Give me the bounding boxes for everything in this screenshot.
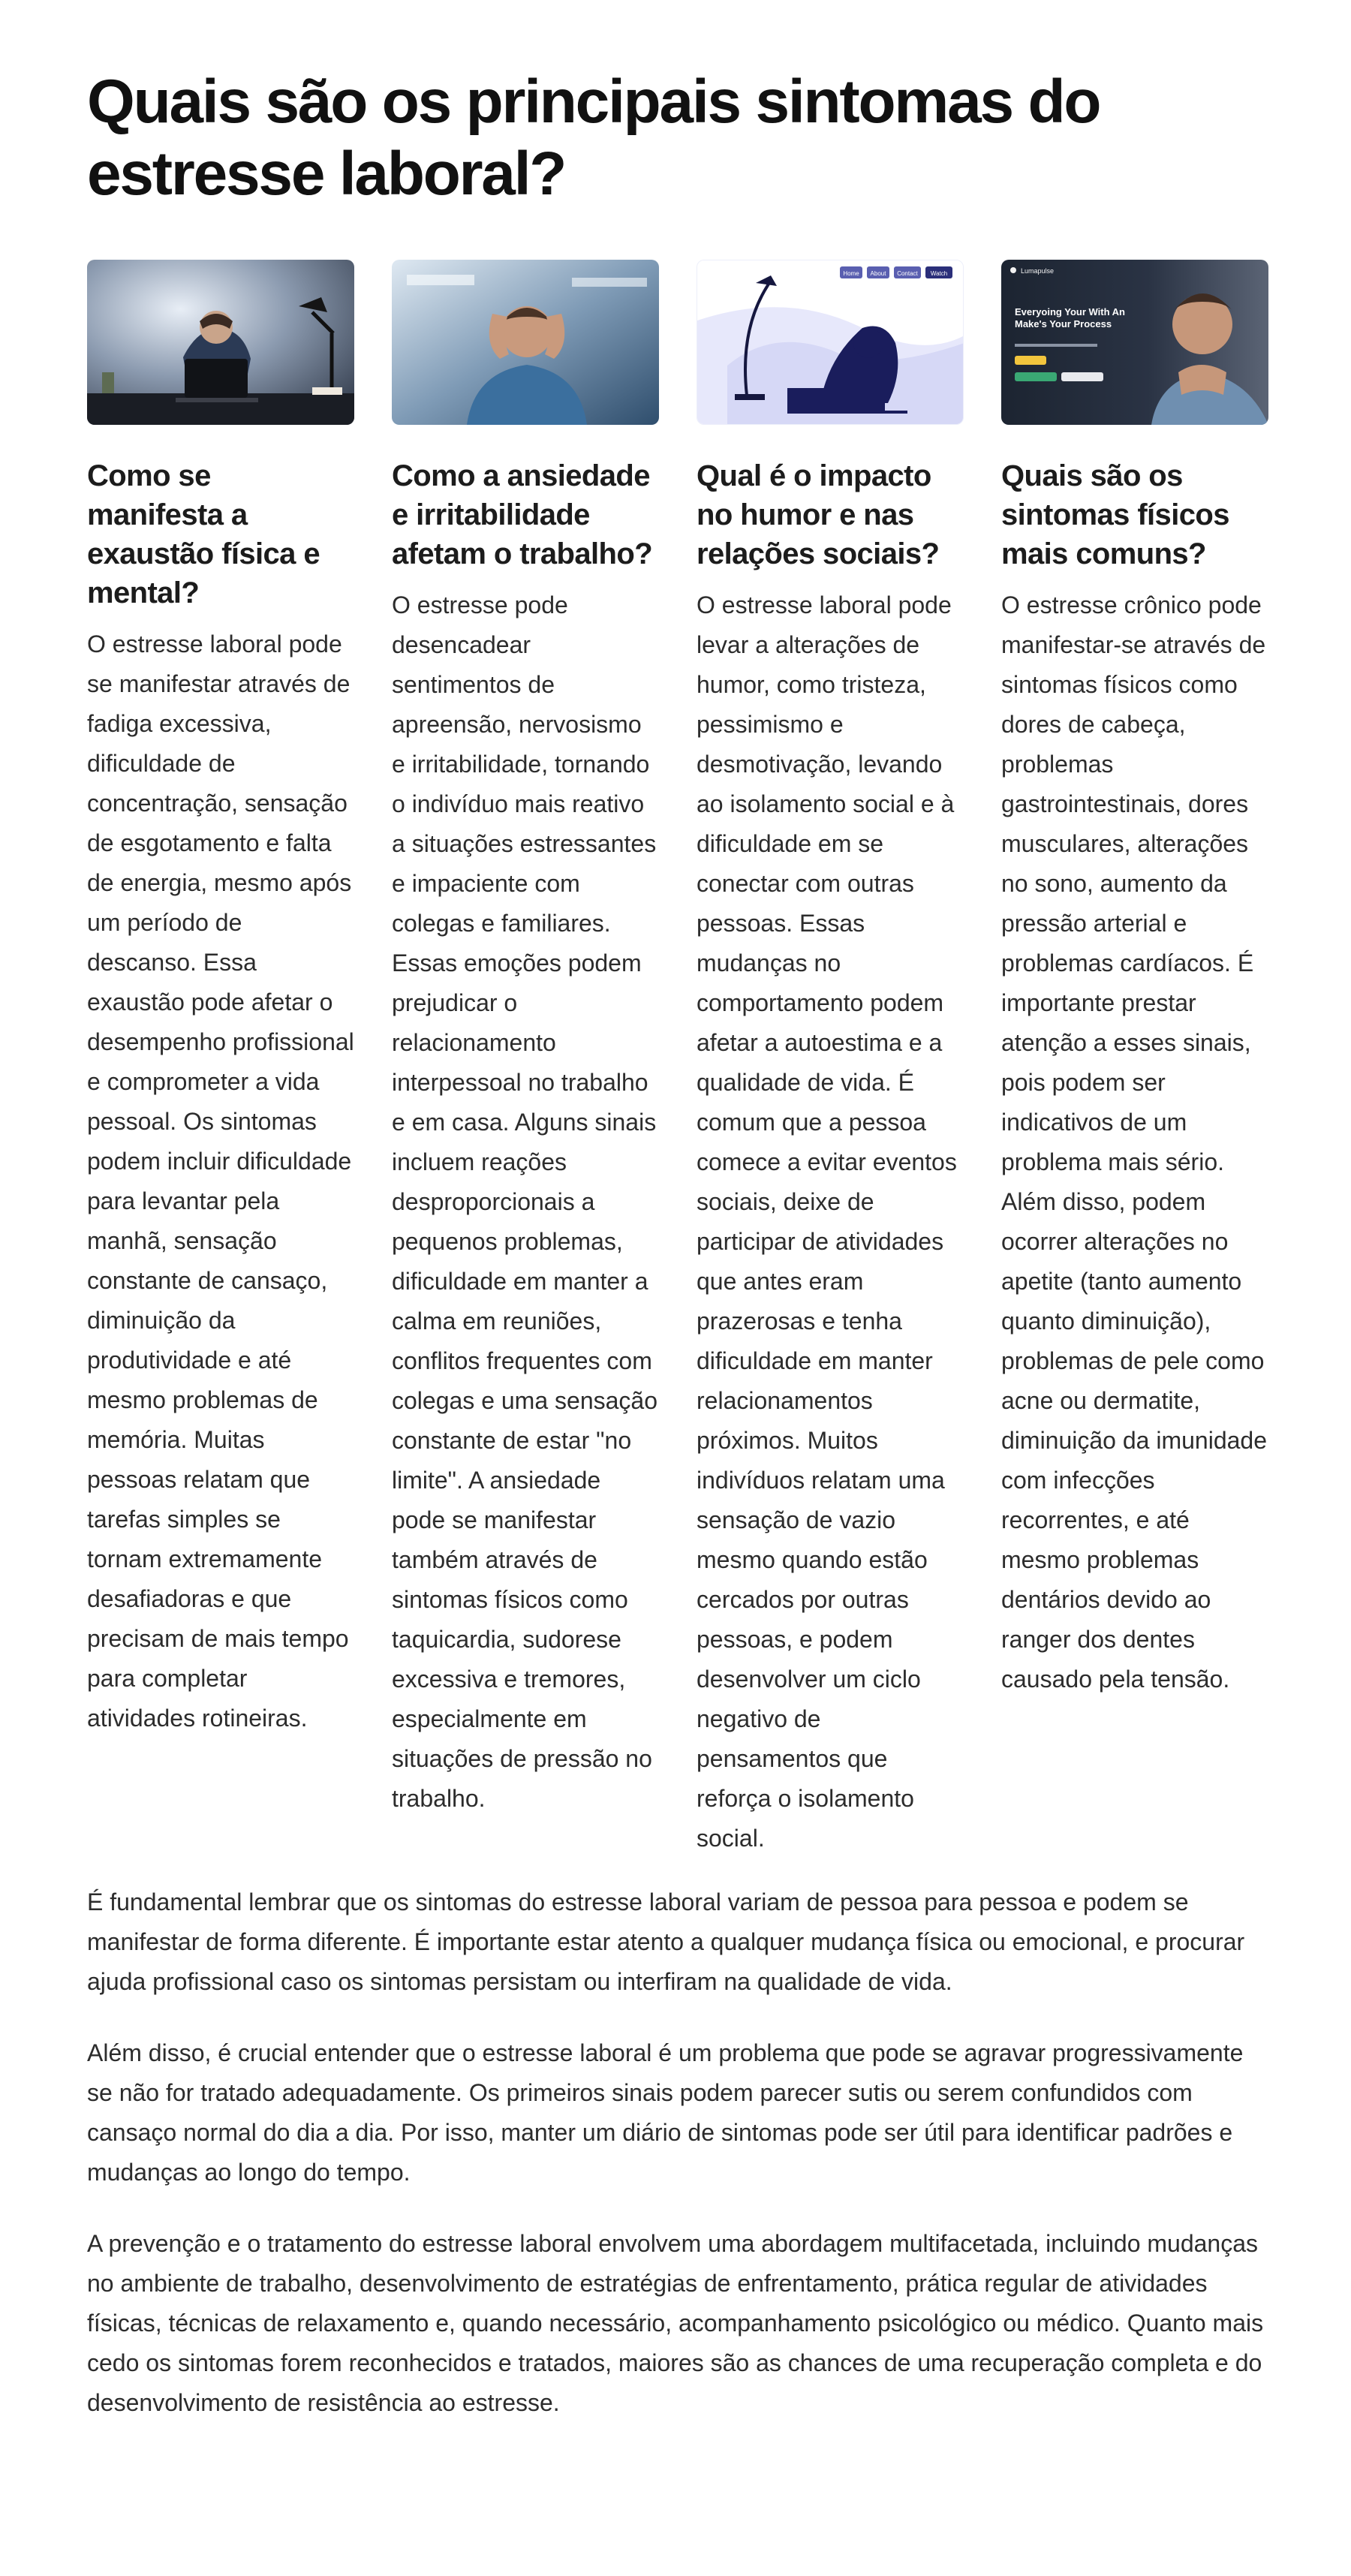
closing-paragraph: Além disso, é crucial entender que o estresse laboral é um problema que pode se agravar progressivamente se não for tratado adequadamente. Os primeiros sinais podem parecer sutis ou serem confundidos com cansaço normal do dia a dia. Por isso, manter um diário de sintomas pode ser útil para identificar padrões e mudanças ao longo do tempo.	[87, 2039, 1244, 2186]
exhaustion-image	[87, 260, 354, 425]
banner-cta-green[interactable]	[1015, 372, 1057, 381]
nav-contact[interactable]: Contact	[897, 270, 918, 277]
nav-watch[interactable]: Watch	[930, 270, 948, 277]
exhaustion-heading: Como se manifesta a exaustão física e mental?	[87, 459, 320, 609]
banner-brand: Lumapulse	[1021, 267, 1055, 275]
closing-paragraphs	[87, 1882, 1269, 2423]
symptom-card-anxiety	[392, 260, 659, 1858]
physical-heading: Quais são os sintomas físicos mais comuns?	[1001, 459, 1229, 570]
article	[87, 66, 1269, 2423]
banner-cta-light[interactable]	[1061, 372, 1103, 381]
banner-headline: Everyoing Your With An Make's Your Process	[1015, 306, 1125, 330]
mood-nav	[840, 266, 952, 278]
symptom-columns	[87, 260, 1269, 1858]
anxiety-heading: Como a ansiedade e irritabilidade afetam o trabalho?	[392, 459, 653, 570]
anxiety-text: O estresse pode desencadear sentimentos de apreensão, nervosismo e irritabilidade, tornando o indivíduo mais reativo a situações estressantes e impaciente com colegas e familiares. Essas emoções podem prejudicar o relacionamento interpessoal no trabalho e em casa. Alguns sinais incluem reações desproporcionais a pequenos problemas, dificuldade em manter a calma em reuniões, conflitos frequentes com colegas e uma sensação constante de estar "no limite". A ansiedade pode se manifestar também através de sintomas físicos como taquicardia, sudorese excessiva e tremores, especialmente em situações de pressão no trabalho.	[392, 591, 657, 1812]
mood-text: O estresse laboral pode levar a alterações de humor, como tristeza, pessimismo e desmotivação, levando ao isolamento social e à dificuldade em se conectar com outras pessoas. Essas mudanças no comportamento podem afetar a autoestima e a qualidade de vida. É comum que a pessoa comece a evitar eventos sociais, deixe de participar de atividades que antes eram prazerosas e tenha dificuldade em manter relacionamentos próximos. Muitos indivíduos relatam uma sensação de vazio mesmo quando estão cercados por outras pessoas, e podem desenvolver um ciclo negativo de pensamentos que reforça o isolamento social.	[697, 591, 957, 1852]
physical-text: O estresse crônico pode manifestar-se através de sintomas físicos como dores de cabeça, problemas gastrointestinais, dores musculares, alterações no sono, aumento da pressão arterial e problemas cardíacos. É importante prestar atenção a esses sinais, pois podem ser indicativos de um problema mais sério. Além disso, podem ocorrer alterações no apetite (tanto aumento quanto diminuição), problemas de pele como acne ou dermatite, diminuição da imunidade com infecções recorrentes, e até mesmo problemas dentários devido ao ranger dos dentes causado pela tensão.	[1001, 591, 1267, 1693]
closing-paragraph: É fundamental lembrar que os sintomas do estresse laboral variam de pessoa para pessoa e podem se manifestar de forma diferente. É importante estar atento a qualquer mudança física ou emocional, e procurar ajuda profissional caso os sintomas persistam ou interfiram na qualidade de vida.	[87, 1888, 1245, 1995]
exhaustion-text: O estresse laboral pode se manifestar através de fadiga excessiva, dificuldade de concentração, sensação de esgotamento e falta de energia, mesmo após um período de descanso. Essa exaustão pode afetar o desempenho profissional e comprometer a vida pessoal. Os sintomas podem incluir dificuldade para levantar pela manhã, sensação constante de cansaço, diminuição da produtividade e até mesmo problemas de memória. Muitas pessoas relatam que tarefas simples se tornam extremamente desafiadoras e que precisam de mais tempo para completar atividades rotineiras.	[87, 630, 354, 1732]
closing-paragraph: A prevenção e o tratamento do estresse laboral envolvem uma abordagem multifacetada, incluindo mudanças no ambiente de trabalho, desenvolvimento de estratégias de enfrentamento, prática regular de atividades físicas, técnicas de relaxamento e, quando necessário, acompanhamento psicológico ou médico. Quanto mais cedo os sintomas forem reconhecidos e tratados, maiores são as chances de uma recuperação completa e do desenvolvimento de resistência ao estresse.	[87, 2230, 1264, 2416]
symptom-card-physical	[1001, 260, 1268, 1858]
banner-primary-button[interactable]	[1015, 356, 1046, 365]
anxiety-image	[392, 260, 659, 425]
mood-image	[697, 260, 964, 425]
nav-home[interactable]: Home	[843, 270, 859, 277]
physical-image	[1001, 260, 1268, 425]
page-title: Quais são os principais sintomas do estresse laboral?	[87, 68, 1100, 208]
nav-about[interactable]: About	[870, 270, 886, 277]
symptom-card-mood	[697, 260, 964, 1858]
symptom-card-exhaustion	[87, 260, 354, 1858]
mood-heading: Qual é o impacto no humor e nas relações sociais?	[697, 459, 940, 570]
